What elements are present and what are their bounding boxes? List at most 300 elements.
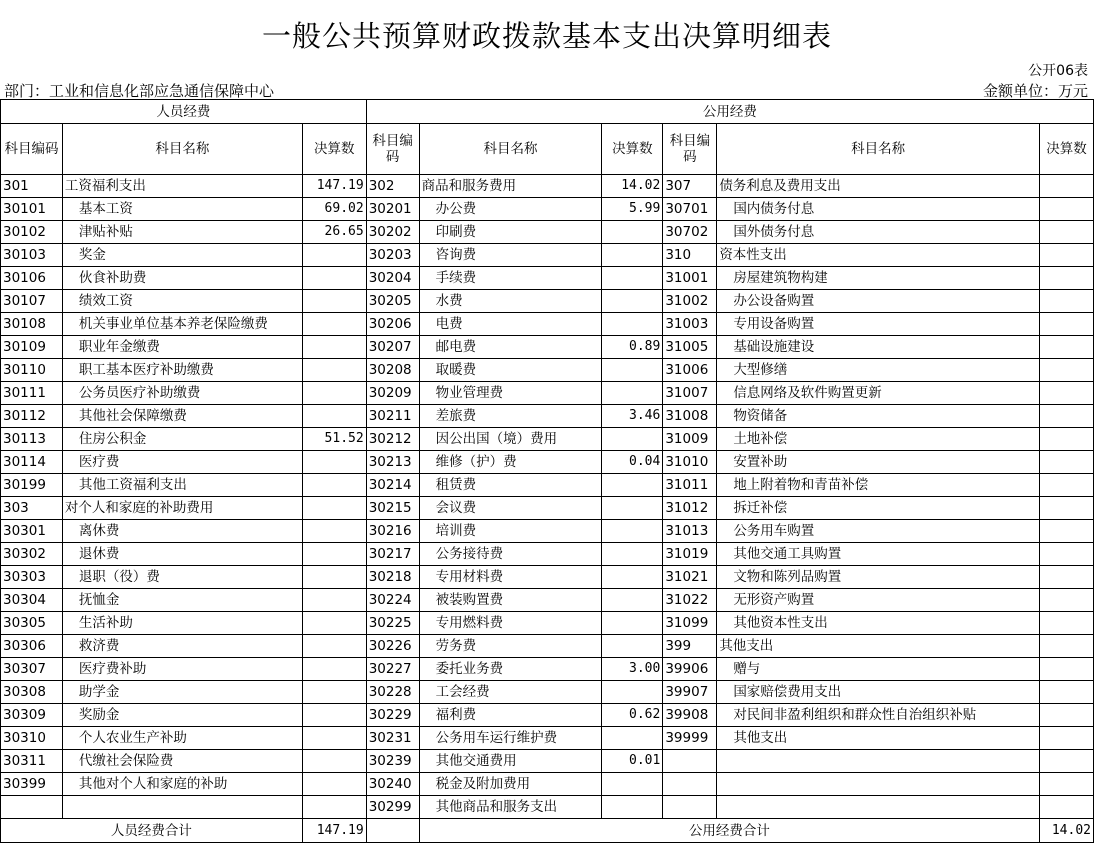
item-name-cell: 国内债务付息 [717, 198, 1040, 221]
item-amount-cell [302, 359, 366, 382]
item-code-cell: 30205 [366, 290, 419, 313]
item-code-cell: 30702 [663, 221, 717, 244]
item-name-cell: 资本性支出 [717, 244, 1040, 267]
item-amount-cell [302, 727, 366, 750]
item-code-cell: 30299 [366, 796, 419, 819]
item-name-cell: 租赁费 [419, 474, 602, 497]
item-amount-cell [602, 267, 663, 290]
item-name-cell: 公务接待费 [419, 543, 602, 566]
item-amount-cell [1040, 336, 1094, 359]
item-amount-cell [302, 267, 366, 290]
item-amount-cell [302, 244, 366, 267]
item-name-cell: 被装购置费 [419, 589, 602, 612]
public-total-label: 公用经费合计 [419, 819, 1039, 843]
item-code-cell: 30201 [366, 198, 419, 221]
item-amount-cell [1040, 750, 1094, 773]
item-code-cell: 301 [1, 175, 63, 198]
item-name-cell [62, 796, 302, 819]
item-amount-cell [1040, 290, 1094, 313]
item-amount-cell [302, 681, 366, 704]
item-code-cell: 30199 [1, 474, 63, 497]
item-amount-cell [1040, 773, 1094, 796]
item-amount-cell [302, 405, 366, 428]
item-name-cell: 其他资本性支出 [717, 612, 1040, 635]
item-name-cell [717, 796, 1040, 819]
item-name-cell: 救济费 [62, 635, 302, 658]
item-amount-cell [602, 221, 663, 244]
item-code-cell: 39907 [663, 681, 717, 704]
item-name-cell: 其他交通费用 [419, 750, 602, 773]
item-name-cell: 地上附着物和青苗补偿 [717, 474, 1040, 497]
item-name-cell: 办公费 [419, 198, 602, 221]
item-name-cell: 会议费 [419, 497, 602, 520]
item-amount-cell [602, 543, 663, 566]
item-name-cell: 个人农业生产补助 [62, 727, 302, 750]
item-name-cell: 电费 [419, 313, 602, 336]
item-name-cell: 基础设施建设 [717, 336, 1040, 359]
item-code-cell: 30111 [1, 382, 63, 405]
item-code-cell: 30102 [1, 221, 63, 244]
public-total-amount: 14.02 [1040, 819, 1094, 843]
item-name-cell: 印刷费 [419, 221, 602, 244]
item-amount-cell: 0.62 [602, 704, 663, 727]
item-code-cell: 31019 [663, 543, 717, 566]
item-amount-cell [602, 244, 663, 267]
item-name-cell: 文物和陈列品购置 [717, 566, 1040, 589]
item-code-cell: 30208 [366, 359, 419, 382]
item-code-cell: 302 [366, 175, 419, 198]
table-row [1, 474, 1094, 497]
table-row [1, 543, 1094, 566]
item-name-cell: 因公出国（境）费用 [419, 428, 602, 451]
item-amount-cell [602, 382, 663, 405]
table-row [1, 681, 1094, 704]
column-header-amount: 决算数 [302, 124, 366, 175]
table-row [1, 405, 1094, 428]
item-amount-cell [302, 704, 366, 727]
item-amount-cell [1040, 221, 1094, 244]
item-amount-cell [302, 796, 366, 819]
item-code-cell: 30106 [1, 267, 63, 290]
item-code-cell: 30308 [1, 681, 63, 704]
item-code-cell: 30301 [1, 520, 63, 543]
item-amount-cell: 0.04 [602, 451, 663, 474]
item-amount-cell [302, 773, 366, 796]
item-name-cell: 手续费 [419, 267, 602, 290]
item-code-cell: 31006 [663, 359, 717, 382]
item-name-cell: 津贴补贴 [62, 221, 302, 244]
item-amount-cell [1040, 543, 1094, 566]
item-code-cell: 31012 [663, 497, 717, 520]
item-code-cell: 30309 [1, 704, 63, 727]
item-code-cell: 30310 [1, 727, 63, 750]
item-code-cell: 30239 [366, 750, 419, 773]
item-name-cell: 劳务费 [419, 635, 602, 658]
item-name-cell: 其他交通工具购置 [717, 543, 1040, 566]
item-code-cell [663, 773, 717, 796]
item-amount-cell: 3.00 [602, 658, 663, 681]
item-code-cell: 30225 [366, 612, 419, 635]
item-amount-cell [1040, 474, 1094, 497]
item-name-cell: 医疗费补助 [62, 658, 302, 681]
item-name-cell: 大型修缮 [717, 359, 1040, 382]
totals-row [1, 819, 1094, 843]
item-code-cell: 31011 [663, 474, 717, 497]
table-row [1, 221, 1094, 244]
item-name-cell: 专用燃料费 [419, 612, 602, 635]
item-name-cell: 咨询费 [419, 244, 602, 267]
item-amount-cell [602, 428, 663, 451]
item-amount-cell [1040, 612, 1094, 635]
item-code-cell: 31021 [663, 566, 717, 589]
item-amount-cell [1040, 382, 1094, 405]
item-name-cell: 其他社会保障缴费 [62, 405, 302, 428]
item-code-cell: 39906 [663, 658, 717, 681]
item-amount-cell [602, 290, 663, 313]
item-amount-cell [1040, 267, 1094, 290]
item-amount-cell [302, 290, 366, 313]
item-amount-cell [602, 313, 663, 336]
item-name-cell: 其他支出 [717, 727, 1040, 750]
item-code-cell: 30212 [366, 428, 419, 451]
item-code-cell: 30304 [1, 589, 63, 612]
item-amount-cell [602, 727, 663, 750]
item-amount-cell [302, 474, 366, 497]
item-name-cell: 对民间非盈利组织和群众性自治组织补贴 [717, 704, 1040, 727]
item-name-cell: 委托业务费 [419, 658, 602, 681]
item-name-cell: 对个人和家庭的补助费用 [62, 497, 302, 520]
item-name-cell: 代缴社会保险费 [62, 750, 302, 773]
item-code-cell: 30228 [366, 681, 419, 704]
item-amount-cell [1040, 681, 1094, 704]
item-code-cell: 30227 [366, 658, 419, 681]
table-row [1, 497, 1094, 520]
table-row [1, 267, 1094, 290]
item-name-cell: 工资福利支出 [62, 175, 302, 198]
item-code-cell: 30209 [366, 382, 419, 405]
item-amount-cell [1040, 405, 1094, 428]
item-code-cell: 30211 [366, 405, 419, 428]
item-code-cell: 31007 [663, 382, 717, 405]
item-code-cell: 31009 [663, 428, 717, 451]
item-amount-cell [302, 520, 366, 543]
item-code-cell: 30101 [1, 198, 63, 221]
table-row [1, 612, 1094, 635]
item-code-cell: 31005 [663, 336, 717, 359]
item-name-cell: 退休费 [62, 543, 302, 566]
item-amount-cell [1040, 497, 1094, 520]
item-code-cell [663, 750, 717, 773]
item-code-cell [663, 796, 717, 819]
item-amount-cell: 147.19 [302, 175, 366, 198]
item-name-cell: 公务员医疗补助缴费 [62, 382, 302, 405]
item-amount-cell [602, 474, 663, 497]
table-row [1, 313, 1094, 336]
group-header-personnel: 人员经费 [1, 100, 367, 124]
table-row [1, 382, 1094, 405]
item-code-cell: 30203 [366, 244, 419, 267]
expenditure-table [0, 99, 1094, 843]
item-name-cell: 职工基本医疗补助缴费 [62, 359, 302, 382]
item-amount-cell [302, 589, 366, 612]
item-amount-cell: 26.65 [302, 221, 366, 244]
column-header-name: 科目名称 [419, 124, 602, 175]
item-code-cell: 310 [663, 244, 717, 267]
department-label: 部门：工业和信息化部应急通信保障中心 [4, 82, 275, 100]
item-code-cell: 31003 [663, 313, 717, 336]
item-code-cell: 30231 [366, 727, 419, 750]
item-amount-cell [1040, 520, 1094, 543]
item-code-cell: 30207 [366, 336, 419, 359]
item-name-cell [717, 773, 1040, 796]
item-name-cell: 福利费 [419, 704, 602, 727]
item-amount-cell [602, 589, 663, 612]
personnel-total-label: 人员经费合计 [1, 819, 303, 843]
item-code-cell: 30113 [1, 428, 63, 451]
item-code-cell: 30224 [366, 589, 419, 612]
item-name-cell: 商品和服务费用 [419, 175, 602, 198]
item-name-cell: 土地补偿 [717, 428, 1040, 451]
group-header-public: 公用经费 [366, 100, 1093, 124]
item-amount-cell [302, 382, 366, 405]
item-name-cell: 差旅费 [419, 405, 602, 428]
item-name-cell: 奖金 [62, 244, 302, 267]
item-name-cell: 医疗费 [62, 451, 302, 474]
item-name-cell: 国外债务付息 [717, 221, 1040, 244]
item-code-cell: 30399 [1, 773, 63, 796]
table-row [1, 773, 1094, 796]
table-row [1, 198, 1094, 221]
item-code-cell: 30307 [1, 658, 63, 681]
item-code-cell: 30206 [366, 313, 419, 336]
item-code-cell: 30110 [1, 359, 63, 382]
item-code-cell: 31099 [663, 612, 717, 635]
table-row [1, 658, 1094, 681]
item-code-cell: 30103 [1, 244, 63, 267]
item-name-cell: 退职（役）费 [62, 566, 302, 589]
table-row [1, 635, 1094, 658]
blank-cell [366, 819, 419, 843]
item-amount-cell [302, 635, 366, 658]
item-code-cell: 30218 [366, 566, 419, 589]
column-header-amount: 决算数 [1040, 124, 1094, 175]
item-amount-cell [302, 658, 366, 681]
item-amount-cell [302, 313, 366, 336]
item-name-cell: 国家赔偿费用支出 [717, 681, 1040, 704]
item-name-cell: 税金及附加费用 [419, 773, 602, 796]
item-name-cell: 拆迁补偿 [717, 497, 1040, 520]
item-code-cell: 30226 [366, 635, 419, 658]
item-amount-cell [302, 543, 366, 566]
column-header-name: 科目名称 [717, 124, 1040, 175]
item-amount-cell: 69.02 [302, 198, 366, 221]
item-amount-cell: 0.01 [602, 750, 663, 773]
item-amount-cell [302, 750, 366, 773]
table-row [1, 750, 1094, 773]
item-amount-cell: 14.02 [602, 175, 663, 198]
item-name-cell: 离休费 [62, 520, 302, 543]
item-amount-cell [1040, 451, 1094, 474]
item-amount-cell [1040, 359, 1094, 382]
item-amount-cell [602, 566, 663, 589]
item-name-cell: 其他商品和服务支出 [419, 796, 602, 819]
item-code-cell: 30112 [1, 405, 63, 428]
item-name-cell: 水费 [419, 290, 602, 313]
table-row [1, 175, 1094, 198]
table-row [1, 520, 1094, 543]
table-row [1, 796, 1094, 819]
table-row [1, 428, 1094, 451]
item-code-cell: 31008 [663, 405, 717, 428]
item-code-cell: 30216 [366, 520, 419, 543]
item-code-cell: 399 [663, 635, 717, 658]
item-name-cell: 赠与 [717, 658, 1040, 681]
item-amount-cell [602, 635, 663, 658]
table-row [1, 566, 1094, 589]
item-code-cell: 30109 [1, 336, 63, 359]
table-row [1, 451, 1094, 474]
item-amount-cell [302, 497, 366, 520]
item-name-cell: 工会经费 [419, 681, 602, 704]
table-row [1, 704, 1094, 727]
item-code-cell: 31022 [663, 589, 717, 612]
item-amount-cell [602, 359, 663, 382]
item-amount-cell [602, 796, 663, 819]
item-code-cell: 31002 [663, 290, 717, 313]
item-amount-cell [302, 336, 366, 359]
item-code-cell: 30214 [366, 474, 419, 497]
item-name-cell: 机关事业单位基本养老保险缴费 [62, 313, 302, 336]
table-row [1, 336, 1094, 359]
table-row [1, 244, 1094, 267]
item-code-cell: 30107 [1, 290, 63, 313]
table-row [1, 359, 1094, 382]
personnel-total-amount: 147.19 [302, 819, 366, 843]
item-name-cell [717, 750, 1040, 773]
item-name-cell: 办公设备购置 [717, 290, 1040, 313]
item-amount-cell [1040, 198, 1094, 221]
item-code-cell: 30204 [366, 267, 419, 290]
item-code-cell: 30215 [366, 497, 419, 520]
item-name-cell: 公务用车购置 [717, 520, 1040, 543]
item-code-cell: 30306 [1, 635, 63, 658]
item-code-cell: 30240 [366, 773, 419, 796]
item-amount-cell [602, 497, 663, 520]
item-amount-cell [1040, 244, 1094, 267]
item-name-cell: 基本工资 [62, 198, 302, 221]
form-number: 公开06表 [1028, 63, 1088, 79]
column-header-code: 科目编码 [663, 124, 717, 175]
item-amount-cell [1040, 727, 1094, 750]
item-name-cell: 其他对个人和家庭的补助 [62, 773, 302, 796]
item-amount-cell [302, 566, 366, 589]
item-amount-cell [302, 451, 366, 474]
column-header-amount: 决算数 [602, 124, 663, 175]
item-code-cell: 30311 [1, 750, 63, 773]
item-code-cell: 30202 [366, 221, 419, 244]
item-name-cell: 取暖费 [419, 359, 602, 382]
item-name-cell: 物业管理费 [419, 382, 602, 405]
item-name-cell: 专用材料费 [419, 566, 602, 589]
item-name-cell: 债务利息及费用支出 [717, 175, 1040, 198]
item-code-cell [1, 796, 63, 819]
item-amount-cell [1040, 313, 1094, 336]
item-name-cell: 抚恤金 [62, 589, 302, 612]
item-code-cell: 39908 [663, 704, 717, 727]
item-name-cell: 维修（护）费 [419, 451, 602, 474]
item-amount-cell: 0.89 [602, 336, 663, 359]
item-name-cell: 其他支出 [717, 635, 1040, 658]
table-row [1, 290, 1094, 313]
item-code-cell: 30305 [1, 612, 63, 635]
item-amount-cell: 3.46 [602, 405, 663, 428]
item-name-cell: 助学金 [62, 681, 302, 704]
item-code-cell: 303 [1, 497, 63, 520]
item-code-cell: 31013 [663, 520, 717, 543]
item-amount-cell [1040, 704, 1094, 727]
item-name-cell: 无形资产购置 [717, 589, 1040, 612]
item-amount-cell [602, 773, 663, 796]
item-code-cell: 30701 [663, 198, 717, 221]
item-name-cell: 物资储备 [717, 405, 1040, 428]
item-name-cell: 安置补助 [717, 451, 1040, 474]
table-row [1, 727, 1094, 750]
item-name-cell: 伙食补助费 [62, 267, 302, 290]
item-amount-cell [1040, 796, 1094, 819]
item-code-cell: 307 [663, 175, 717, 198]
item-name-cell: 培训费 [419, 520, 602, 543]
item-amount-cell [602, 681, 663, 704]
item-code-cell: 30217 [366, 543, 419, 566]
item-code-cell: 30303 [1, 566, 63, 589]
item-amount-cell [302, 612, 366, 635]
item-code-cell: 30302 [1, 543, 63, 566]
item-amount-cell: 5.99 [602, 198, 663, 221]
item-amount-cell [1040, 428, 1094, 451]
item-code-cell: 30229 [366, 704, 419, 727]
item-code-cell: 39999 [663, 727, 717, 750]
item-name-cell: 公务用车运行维护费 [419, 727, 602, 750]
item-code-cell: 31010 [663, 451, 717, 474]
item-amount-cell [602, 520, 663, 543]
item-name-cell: 房屋建筑物构建 [717, 267, 1040, 290]
column-header-name: 科目名称 [62, 124, 302, 175]
table-row [1, 589, 1094, 612]
item-amount-cell [1040, 635, 1094, 658]
item-name-cell: 生活补助 [62, 612, 302, 635]
item-code-cell: 31001 [663, 267, 717, 290]
item-amount-cell [1040, 589, 1094, 612]
item-name-cell: 邮电费 [419, 336, 602, 359]
item-name-cell: 住房公积金 [62, 428, 302, 451]
item-amount-cell [602, 612, 663, 635]
item-name-cell: 信息网络及软件购置更新 [717, 382, 1040, 405]
item-name-cell: 绩效工资 [62, 290, 302, 313]
amount-unit-label: 金额单位：万元 [982, 82, 1088, 100]
item-amount-cell [1040, 175, 1094, 198]
item-code-cell: 30114 [1, 451, 63, 474]
item-amount-cell [1040, 658, 1094, 681]
item-amount-cell [1040, 566, 1094, 589]
item-amount-cell: 51.52 [302, 428, 366, 451]
column-header-code: 科目编码 [1, 124, 63, 175]
item-code-cell: 30108 [1, 313, 63, 336]
item-name-cell: 其他工资福利支出 [62, 474, 302, 497]
item-name-cell: 奖励金 [62, 704, 302, 727]
report-title: 一般公共预算财政拨款基本支出决算明细表 [261, 19, 832, 53]
column-header-code: 科目编码 [366, 124, 419, 175]
item-name-cell: 专用设备购置 [717, 313, 1040, 336]
